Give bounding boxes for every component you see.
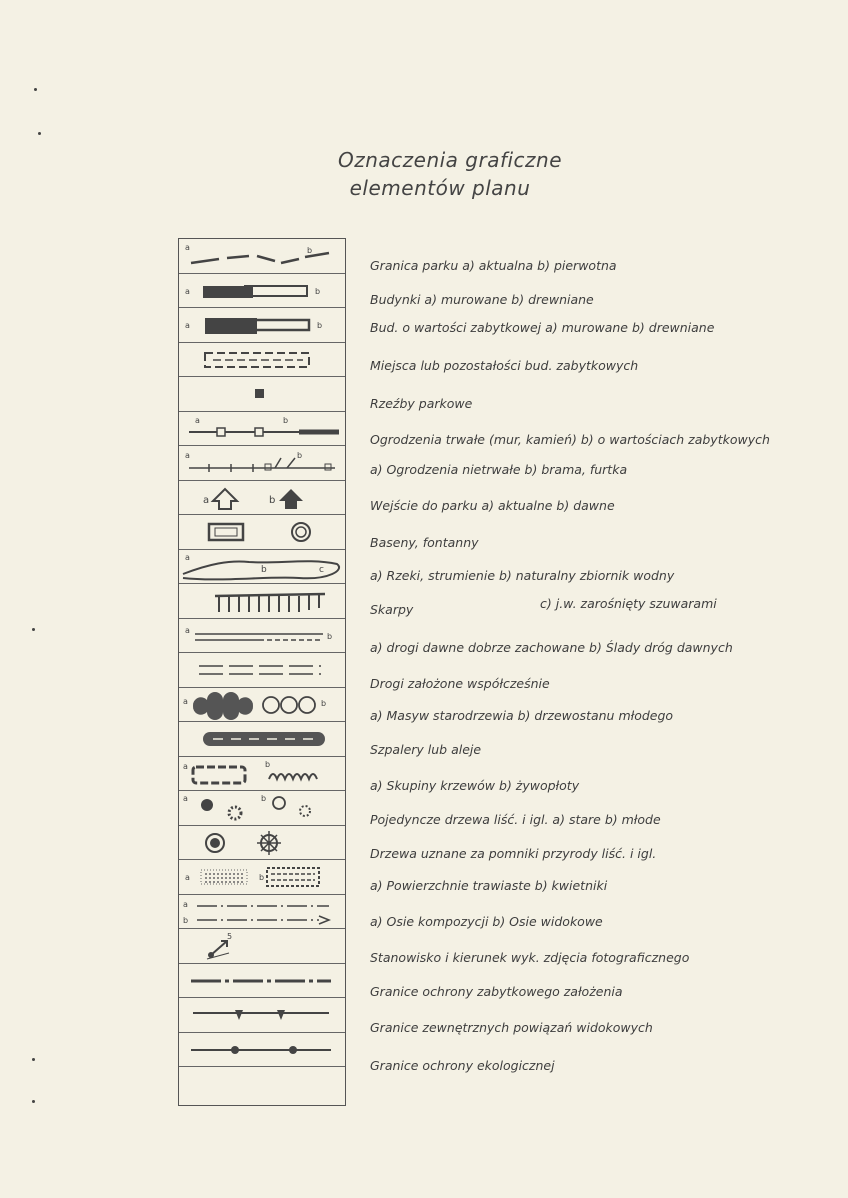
svg-text:b: b: [269, 494, 276, 506]
scan-speck: [32, 628, 35, 631]
svg-text:5: 5: [227, 932, 233, 941]
legend-label: a) Skupiny krzewów b) żywopłoty: [370, 778, 580, 793]
legend-label: Stanowisko i kierunek wyk. zdjęcia fotograficznego: [370, 950, 690, 965]
water-icon: [179, 550, 345, 585]
ruin-icon: [179, 343, 345, 378]
eco-boundary-icon: [179, 1033, 345, 1068]
scan-speck: [34, 88, 37, 91]
legend-label: Rzeźby parkowe: [370, 396, 473, 411]
svg-text:a: a: [183, 899, 188, 909]
scarp-icon: [179, 584, 345, 619]
tree-mass-icon: [179, 688, 345, 723]
svg-text:a: a: [195, 415, 200, 425]
alley-icon: [179, 722, 345, 757]
svg-text:a: a: [185, 552, 190, 562]
legend-label: Wejście do parku a) aktualne b) dawne: [370, 498, 615, 513]
legend-label: Pojedyncze drzewa liść. i igl. a) stare b) młode: [370, 812, 661, 827]
legend-label: Drogi założone współcześnie: [370, 676, 550, 691]
svg-text:b: b: [321, 698, 327, 708]
svg-text:b: b: [317, 321, 323, 330]
svg-text:a: a: [185, 321, 190, 330]
svg-text:a: a: [183, 696, 188, 706]
old-road-icon: [179, 619, 345, 654]
legend-label: a) Masyw starodrzewia b) drzewostanu młodego: [370, 708, 674, 723]
legend-label: a) Rzeki, strumienie b) naturalny zbiornik wodny: [370, 568, 675, 583]
legend-label: Granice zewnętrznych powiązań widokowych: [370, 1020, 653, 1035]
svg-text:a: a: [185, 873, 190, 882]
svg-text:a: a: [183, 794, 188, 803]
scan-speck: [38, 132, 41, 135]
svg-text:a: a: [185, 625, 190, 635]
photo-point-icon: [179, 929, 345, 964]
svg-text:a: a: [185, 243, 190, 252]
legend-label-extra: c) j.w. zarośnięty szuwarami: [540, 596, 717, 611]
legend-label: Miejsca lub pozostałości bud. zabytkowych: [370, 358, 639, 373]
empty-row: [179, 1067, 345, 1102]
legend-label: Baseny, fontanny: [370, 535, 479, 550]
scan-speck: [32, 1100, 35, 1103]
protection-boundary-icon: [179, 964, 345, 999]
svg-text:b: b: [297, 451, 303, 460]
axis-icon: [179, 895, 345, 930]
svg-text:a: a: [183, 761, 188, 771]
legend-label: a) Ogrodzenia nietrwałe b) brama, furtka: [370, 462, 628, 477]
building-icon: [179, 274, 345, 309]
svg-text:b: b: [265, 759, 271, 769]
legend-label: a) Osie kompozycji b) Osie widokowe: [370, 914, 603, 929]
fence-icon: [179, 412, 345, 447]
svg-text:b: b: [261, 794, 267, 803]
sculpture-icon: [179, 377, 345, 412]
legend-label: a) Powierzchnie trawiaste b) kwietniki: [370, 878, 608, 893]
svg-text:a: a: [185, 286, 190, 296]
legend-label: Skarpy: [370, 602, 414, 617]
svg-text:b: b: [283, 415, 289, 425]
legend-label: Granica parku a) aktualna b) pierwotna: [370, 258, 617, 273]
svg-text:b: b: [183, 915, 189, 925]
legend-label: Drzewa uznane za pomniki przyrody liść. i igl.: [370, 846, 657, 861]
legend-label: Bud. o wartości zabytkowej a) murowane b) drewniane: [370, 320, 715, 335]
legend-symbol-column: [178, 238, 346, 1106]
legend-label: Szpalery lub aleje: [370, 742, 482, 757]
legend-label: Granice ochrony zabytkowego założenia: [370, 984, 623, 999]
single-tree-icon: [179, 791, 345, 826]
page-title: Oznaczenia graficzne: [337, 148, 563, 172]
view-boundary-icon: [179, 998, 345, 1033]
new-road-icon: [179, 653, 345, 688]
svg-text:a: a: [203, 494, 210, 506]
legend-label: a) drogi dawne dobrze zachowane b) Ślady dróg dawnych: [370, 640, 733, 655]
svg-text:b: b: [315, 286, 321, 296]
meadow-icon: [179, 860, 345, 895]
boundary-icon: [179, 239, 345, 274]
legend-label: Ogrodzenia trwałe (mur, kamień) b) o wartościach zabytkowych: [370, 432, 770, 447]
svg-text:b: b: [259, 873, 265, 882]
svg-text:b: b: [327, 631, 333, 641]
page-subtitle: elementów planu: [349, 176, 531, 200]
svg-text:c: c: [319, 564, 324, 575]
legend-label: Granice ochrony ekologicznej: [370, 1058, 555, 1073]
scan-speck: [32, 1058, 35, 1061]
entrance-icon: [179, 481, 345, 516]
gate-icon: [179, 446, 345, 481]
fountain-icon: [179, 515, 345, 550]
svg-text:a: a: [185, 451, 190, 460]
svg-text:b: b: [261, 564, 267, 575]
historic-building-icon: [179, 308, 345, 343]
legend-label: Budynki a) murowane b) drewniane: [370, 292, 594, 307]
svg-text:b: b: [307, 246, 313, 255]
shrub-icon: [179, 757, 345, 792]
monument-tree-icon: [179, 826, 345, 861]
